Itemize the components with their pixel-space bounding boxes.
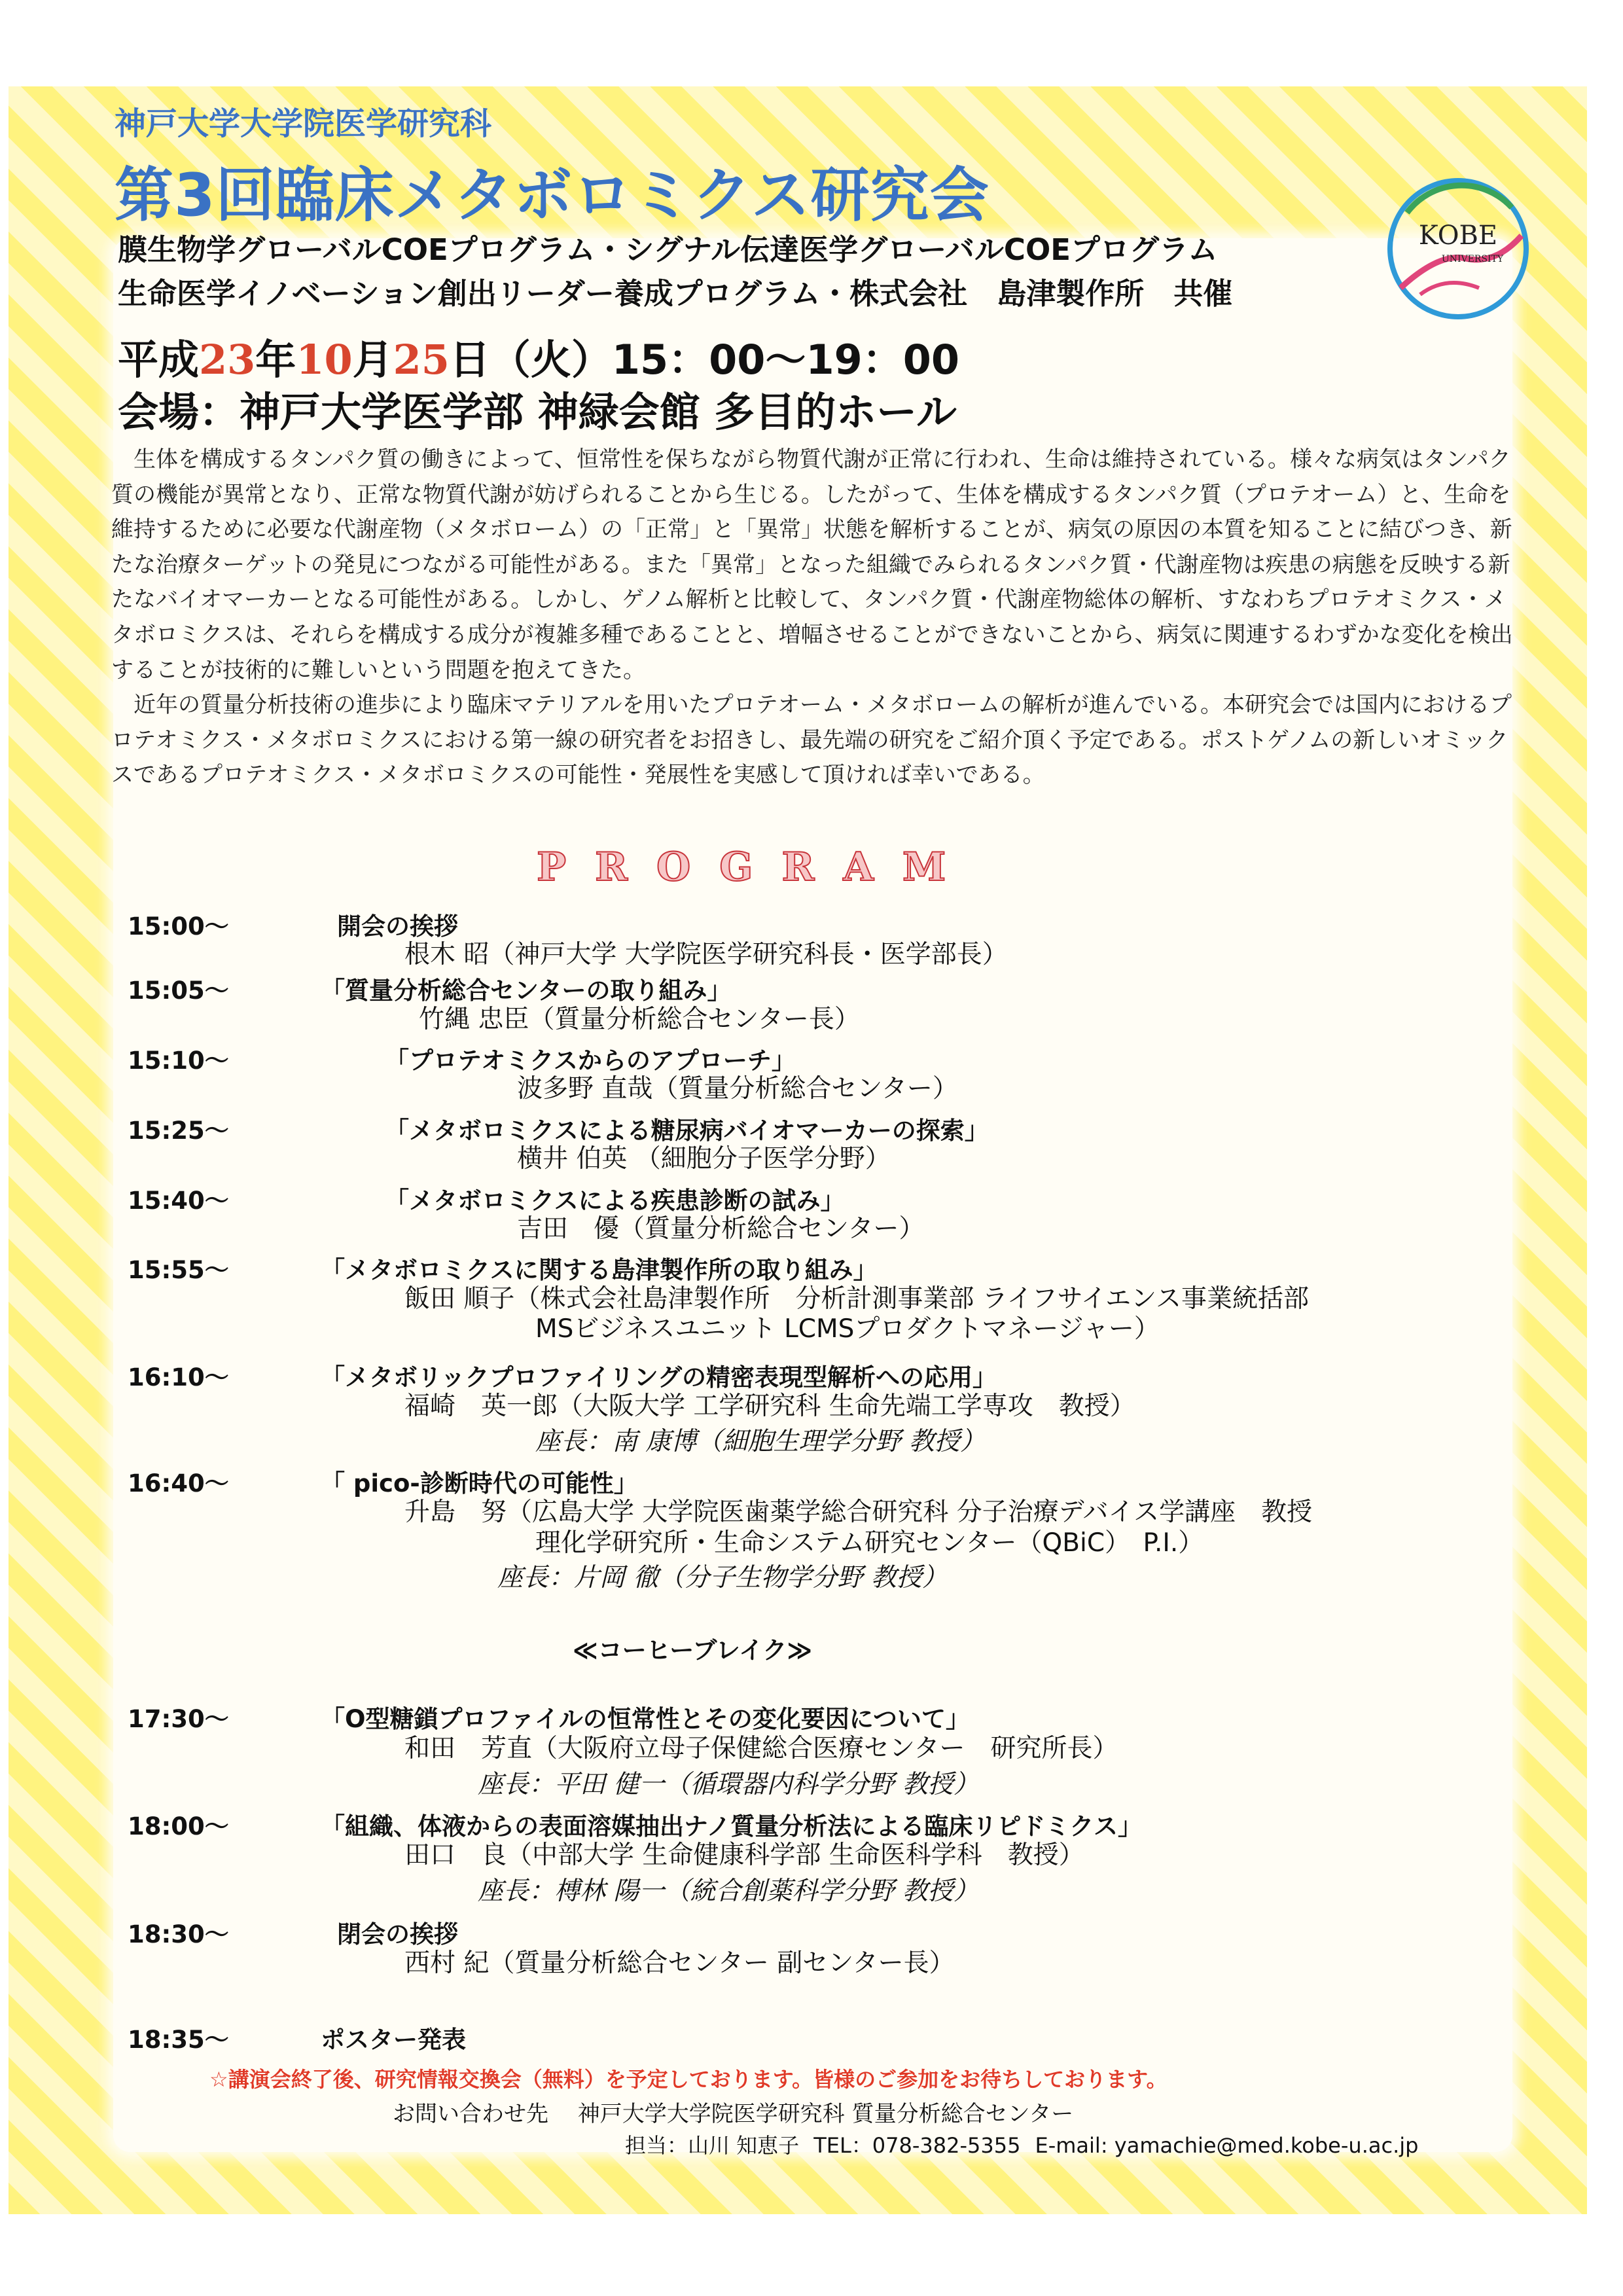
reception-notice: ☆講演会終了後、研究情報交換会（無料）を予定しております。皆様のご参加をお待ちしております。 <box>209 2067 1168 2092</box>
speaker-1500: 根木 昭（神戸大学 大学院医学研究科長・医学部長） <box>404 940 1008 969</box>
topic-1555: 「メタボロミクスに関する島津製作所の取り組み」 <box>321 1256 878 1284</box>
time-1835: 18:35～ <box>128 2026 229 2054</box>
contact-phone: TEL：078-382-5355 <box>813 2133 1021 2158</box>
program-heading: PROGRAM <box>537 844 975 890</box>
speaker-1555-line1: 飯田 順子（株式会社島津製作所 分析計測事業部 ライフサイエンス事業統括部 <box>404 1284 1309 1314</box>
topic-1640: 「 pico-診断時代の可能性」 <box>321 1469 638 1498</box>
date-month-suffix: 月 <box>352 336 393 384</box>
topic-closing-remarks: 閉会の挨拶 <box>337 1920 458 1948</box>
time-1800: 18:00～ <box>128 1812 229 1840</box>
topic-1730: 「O型糖鎖プロファイルの恒常性とその変化要因について」 <box>321 1705 970 1733</box>
time-1555: 15:55～ <box>128 1256 229 1284</box>
speaker-1800: 田口 良（中部大学 生命健康科学部 生命医科学科 教授） <box>404 1840 1084 1870</box>
time-1525: 15:25～ <box>128 1117 229 1145</box>
contact-info: お問い合わせ先 神戸大学大学院医学研究科 質量分析総合センター <box>393 2101 1074 2127</box>
logo-subtext: UNIVERSITY <box>1441 254 1504 264</box>
contact-email[interactable]: E-mail: yamachie@med.kobe-u.ac.jp <box>1035 2133 1419 2158</box>
time-1610: 16:10～ <box>128 1363 229 1391</box>
topic-1525: 「メタボロミクスによる糖尿病バイオマーカーの探索」 <box>385 1117 989 1145</box>
topic-1510: 「プロテオミクスからのアプローチ」 <box>385 1047 796 1075</box>
organization-name: 神戸大学大学院医学研究科 <box>115 105 492 142</box>
date-year-suffix: 年 <box>255 336 296 384</box>
topic-1540: 「メタボロミクスによる疾患診断の試み」 <box>385 1187 845 1215</box>
speaker-1830: 西村 紀（質量分析総合センター 副センター長） <box>404 1948 955 1978</box>
chair-1800: 座長：榑林 陽一（統合創薬科学分野 教授） <box>478 1876 979 1906</box>
speaker-1505: 竹縄 忠臣（質量分析総合センター長） <box>419 1005 860 1034</box>
time-1505: 15:05～ <box>128 977 229 1005</box>
time-1730: 17:30～ <box>128 1705 229 1733</box>
speaker-1555-line2: MSビジネスユニット LCMSプロダクトマネージャー） <box>535 1314 1160 1344</box>
speaker-1540: 吉田 優（質量分析総合センター） <box>517 1214 925 1244</box>
time-1830: 18:30～ <box>128 1920 229 1948</box>
date-prefix: 平成 <box>118 336 200 384</box>
event-title: 第3回臨床メタボロミクス研究会 <box>115 161 990 230</box>
speaker-1525: 横井 伯英 （細胞分子医学分野） <box>517 1144 891 1174</box>
speaker-1640-line1: 升島 努（広島大学 大学院医歯薬学総合研究科 分子治療デバイス学講座 教授 <box>404 1498 1313 1527</box>
time-1500: 15:00～ <box>128 912 229 941</box>
event-date <box>118 327 959 386</box>
introduction-text <box>111 442 1518 793</box>
chair-1730: 座長：平田 健一（循環器内科学分野 教授） <box>478 1770 979 1799</box>
kobe-university-logo <box>1381 173 1535 324</box>
topic-1505: 「質量分析総合センターの取り組み」 <box>321 977 732 1005</box>
time-1540: 15:40～ <box>128 1187 229 1215</box>
time-1510: 15:10～ <box>128 1047 229 1075</box>
date-year: 23 <box>199 336 256 384</box>
speaker-1640-line2: 理化学研究所・生命システム研究センター（QBiC） P.I.） <box>535 1528 1204 1558</box>
contact-details <box>625 2129 1418 2159</box>
logo-text: KOBE <box>1418 221 1498 251</box>
topic-opening-remarks: 開会の挨拶 <box>337 912 458 941</box>
contact-person: 担当：山川 知恵子 <box>625 2133 800 2158</box>
topic-1800: 「組織、体液からの表面溶媒抽出ナノ質量分析法による臨床リピドミクス」 <box>321 1812 1143 1840</box>
speaker-1730: 和田 芳直（大阪府立母子保健総合医療センター 研究所長） <box>404 1734 1118 1763</box>
event-venue: 会場：神戸大学医学部 神緑会館 多目的ホール <box>118 388 957 436</box>
speaker-1610: 福崎 英一郎（大阪大学 工学研究科 生命先端工学専攻 教授） <box>404 1391 1135 1421</box>
time-1640: 16:40～ <box>128 1469 229 1498</box>
intro-paragraph-2: 近年の質量分析技術の進歩により臨床マテリアルを用いたプロテオーム・メタボロームの解析が進んでいる。本研究会では国内におけるプロテオミクス・メタボロミクスにおける第一線の研究者をお招きし、最先端の研究をご紹介頂く予定である。ポストゲノムの新しいオミックスであるプロテオミクス・メタボロミクスの可能性・発展性を実感して頂ければ幸いである。 <box>111 692 1512 789</box>
intro-paragraph-1: 生体を構成するタンパク質の働きによって、恒常性を保ちながら物質代謝が正常に行われ、生命は維持されている。様々な病気はタンパク質の機能が異常となり、正常な物質代謝が妨げられることから生じる。したがって、生体を構成するタンパク質（プロテオーム）と、生命を維持するために必要な代謝産物（メタボローム）の「正常」と「異常」状態を解析することが、病気の原因の本質を知ることに結びつき、新たな治療ターゲットの発見につながる可能性がある。また「異常」となった組織でみられるタンパク質・代謝産物は疾患の病態を反映する新たなバイオマーカーとなる可能性がある。しかし、ゲノム解析と比較して、タンパク質・代謝産物総体の解析、すなわちプロテオミクス・メタボロミクスは、それらを構成する成分が複雑多種であることと、増幅させることができないことから、病気に関連するわずかな変化を検出することが技術的に難しいという問題を抱えてきた。 <box>111 446 1513 683</box>
date-day-suffix: 日（火）15：00～19：00 <box>449 336 960 384</box>
date-day: 25 <box>393 336 450 384</box>
sponsors-line-1: 膜生物学グローバルCOEプログラム・シグナル伝達医学グローバルCOEプログラム <box>118 232 1218 267</box>
chair-1640: 座長：片岡 徹（分子生物学分野 教授） <box>497 1563 948 1592</box>
speaker-1510: 波多野 直哉（質量分析総合センター） <box>517 1074 958 1103</box>
coffee-break: ≪コーヒーブレイク≫ <box>573 1636 813 1664</box>
date-month: 10 <box>296 336 353 384</box>
topic-poster-session: ポスター発表 <box>321 2026 466 2054</box>
chair-1610: 座長：南 康博（細胞生理学分野 教授） <box>535 1427 986 1456</box>
sponsors-line-2: 生命医学イノベーション創出リーダー養成プログラム・株式会社 島津製作所 共催 <box>118 276 1233 311</box>
topic-1610: 「メタボリックプロファイリングの精密表現型解析への応用」 <box>321 1363 997 1391</box>
